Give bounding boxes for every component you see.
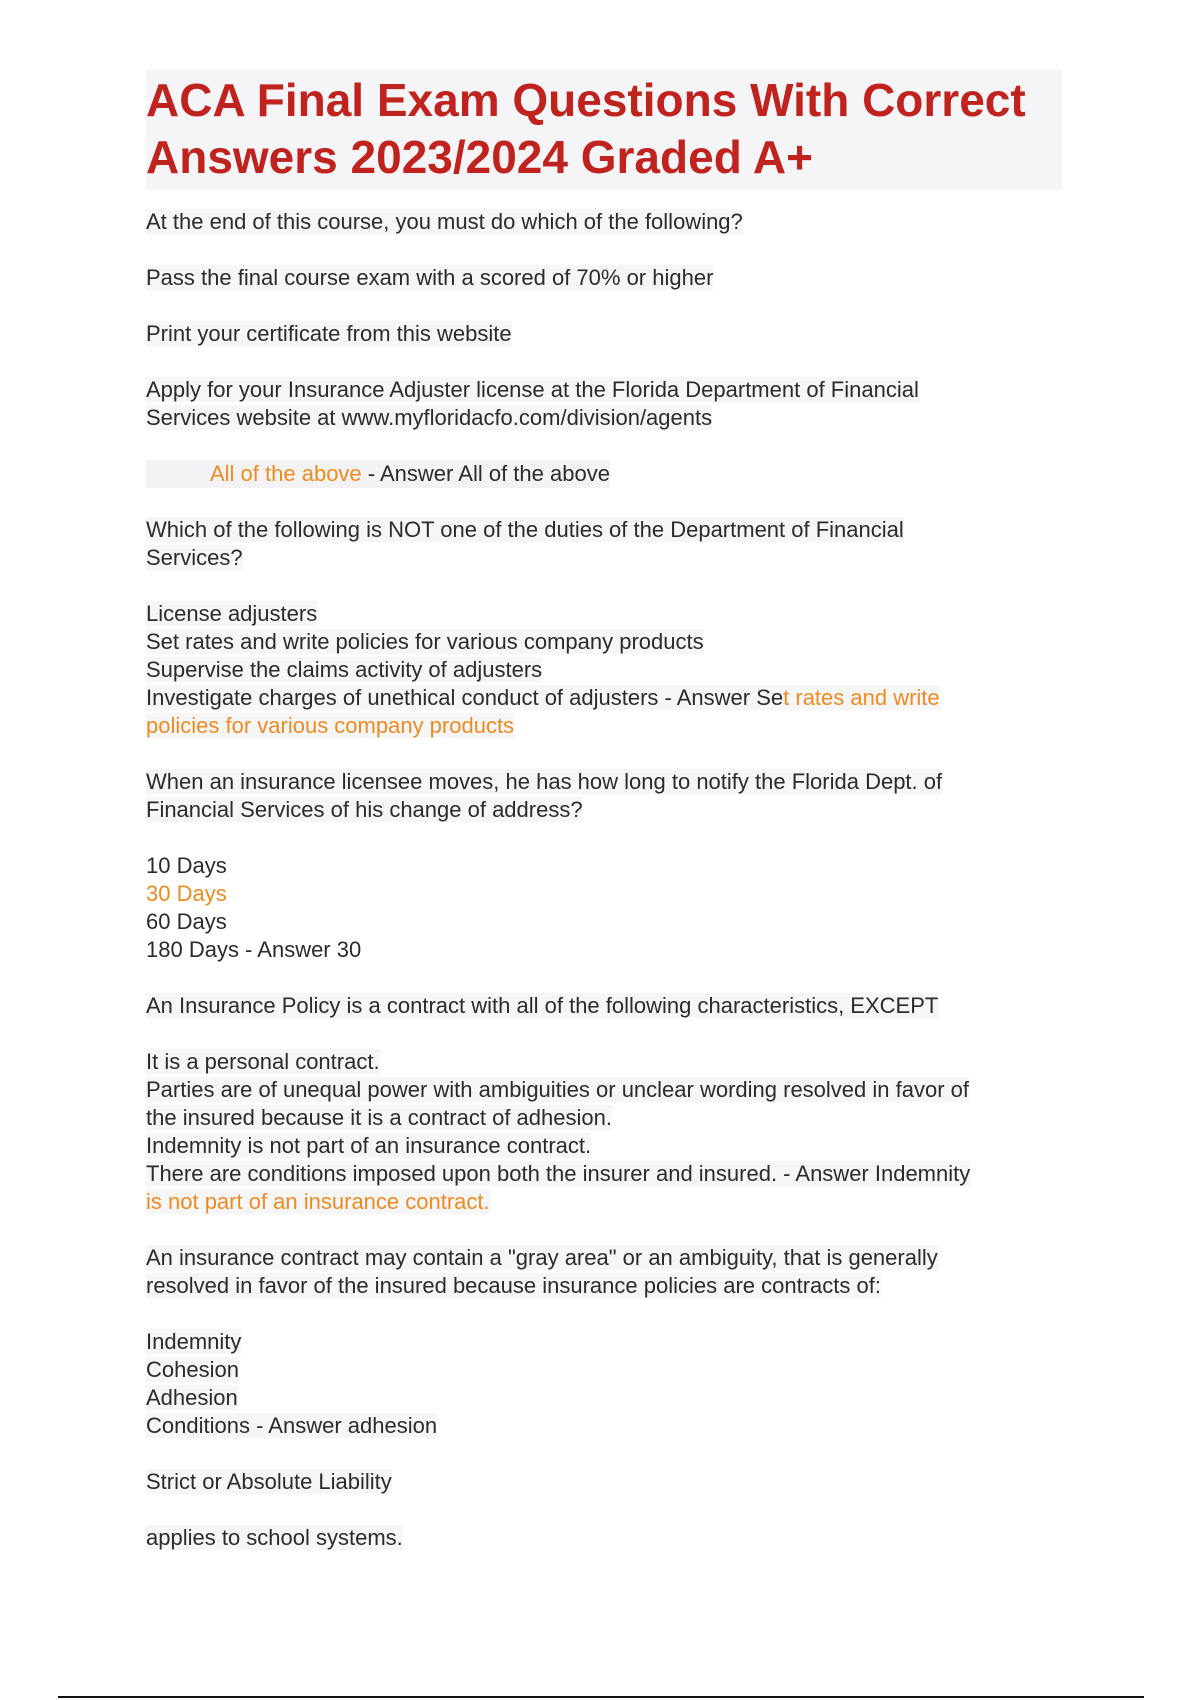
question-3-highlight: 30 Days <box>146 881 227 906</box>
question-1 <box>146 208 1076 236</box>
question-5-answer: Conditions - Answer adhesion <box>146 1413 438 1438</box>
document-page <box>146 70 1076 1580</box>
question-1-option-1: Pass the final course exam with a scored of 70% or higher <box>146 265 714 290</box>
question-3-options: 10 Days 30 Days 60 Days 180 Days - Answer 30 <box>146 853 362 962</box>
page-title <box>146 70 1062 190</box>
question-4: An Insurance Policy is a contract with all of the following characteristics, EXCEPT <box>146 993 939 1018</box>
question-6: Strict or Absolute Liability <box>146 1469 392 1494</box>
page-title-line-2: Answers 2023/2024 Graded A+ <box>146 131 813 183</box>
question-1-option-4 <box>146 460 1076 488</box>
question-2: Which of the following is NOT one of the duties of the Department of Financial Services? <box>146 517 904 570</box>
question-1-text: At the end of this course, you must do which of the following? <box>146 209 743 234</box>
question-3-answer: 180 Days - Answer 30 <box>146 937 362 962</box>
question-2-options: License adjusters Set rates and write policies for various company products Supervise the claims activity of adjusters Investigate charges of unethical conduct of adjusters - Answer Set rates and write policies for various company products <box>146 601 940 738</box>
page-bottom-rule <box>58 1696 1144 1698</box>
question-5: An insurance contract may contain a "gray area" or an ambiguity, that is generally resolved in favor of the insured because insurance policies are contracts of: <box>146 1245 938 1298</box>
question-4-options: It is a personal contract. Parties are of unequal power with ambiguities or unclear wording resolved in favor of the insured because it is a contract of adhesion. Indemnity is not part of an insurance contract. There are conditions imposed upon both the insurer and insured. - Answer Indemnity is not part of an insurance contract. <box>146 1049 971 1214</box>
question-1-highlight: All of the above <box>210 461 362 486</box>
question-1-option-2: Print your certificate from this website <box>146 321 512 346</box>
page-title-line-1: ACA Final Exam Questions With Correct <box>146 74 1026 126</box>
question-6-text: applies to school systems. <box>146 1525 403 1550</box>
question-3: When an insurance licensee moves, he has how long to notify the Florida Dept. of Financial Services of his change of address? <box>146 769 943 822</box>
question-1-answer: - Answer All of the above <box>361 461 610 486</box>
question-4-answer: is not part of an insurance contract. <box>146 1189 490 1214</box>
question-2-answer: policies for various company products <box>146 713 515 738</box>
question-5-options: Indemnity Cohesion Adhesion Conditions - Answer adhesion <box>146 1329 438 1438</box>
question-1-option-3: Apply for your Insurance Adjuster license at the Florida Department of Financial Services website at www.myfloridacfo.com/division/agents <box>146 377 919 430</box>
